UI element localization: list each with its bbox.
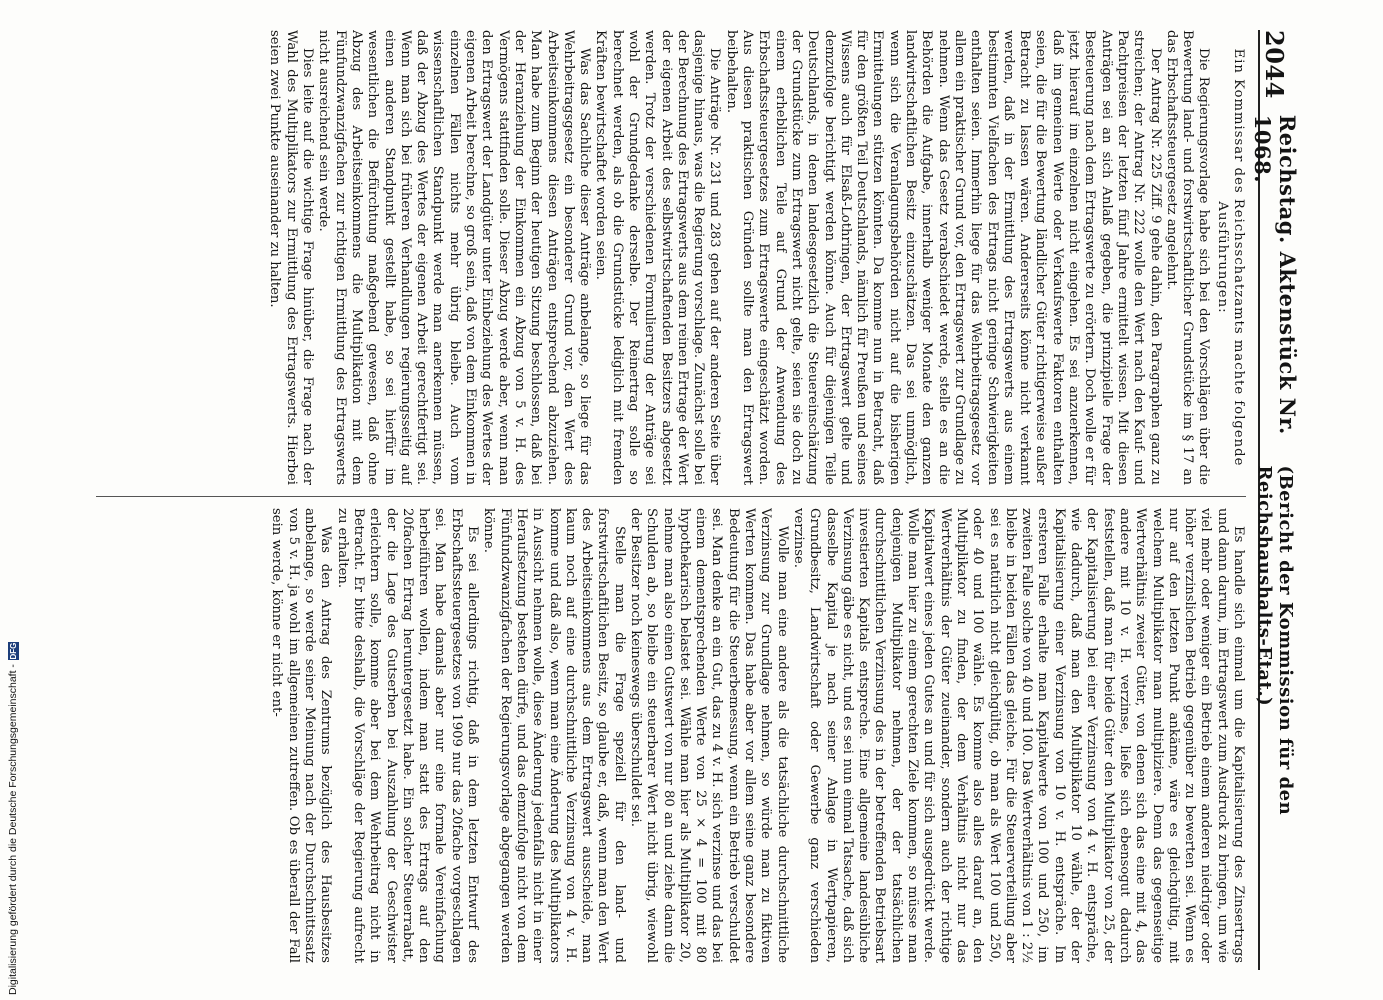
digitization-credit [6, 595, 20, 995]
page-number: 2044 [1260, 30, 1290, 99]
rotated-newspaper-sheet [90, 30, 1300, 970]
page-header [1250, 30, 1300, 970]
right-column [96, 508, 1246, 963]
page-subtitle: (Bericht der Kommission für den Reichshaushalts-Etat.) [1254, 465, 1296, 816]
paragraph: Die Anträge Nr. 231 und 283 gehen auf der anderen Seite über dasjenige hinaus, was die Regierung vorschlage. Zunächst solle bei der Berechnung des Ertragswerts aus dem reinen Ertrage der Wert der eigenen Arbeit des selbstwirtschaftenden Besitzers abgesetzt werden. Trotz der verschiedenen Formulierung der Anträge sei wohl der Grundgedanke derselbe. Der Reinertrag solle so berechnet werden, als ob die Grundstücke lediglich mit fremden Kräften bewirtschaftet worden seien. [593, 30, 723, 485]
paragraph: Dies leite auf die wichtige Frage hinüber, die Frage nach der Wahl des Multiplikators zur Ermittlung des Ertragswerts. Hierbei seien zwei Punkte auseinander zu halten. [267, 30, 316, 485]
paragraph: Es handle sich einmal um die Kapitalisierung des Zinsertrags und dann darum, im Ertragswert zum Ausdruck zu bringen, um wie viel mehr oder weniger ein Betrieb einem anderen niedriger oder höher verzinslichen Betrieb gegenüber zu bewerten sei. Wenn es nur auf den letzten Punkt ankäme, wäre es gleichgültig, mit welchem Multiplikator man multipliziere. Denn das gegenseitige Wertverhältnis zweier Güter, von denen sich das eine mit 4, das andere mit 10 v. H. verzinse, ließe sich ebensogut dadurch feststellen, daß man für beide Güter den Multiplikator von 25, der der Kapitalisierung bei einer Verzinsung von 4 v. H. entspräche, wie dadurch, daß man den Multiplikator 10 wähle, der der Kapitalisierung einer Verzinsung von 10 v. H. entspräche. Im ersteren Falle erhalte man Kapitalwerte von 100 und 250, im zweiten Falle solche von 40 und 100. Das Wertverhältnis von 1 : 2½ bleibe in beiden Fällen das gleiche. Für die Steuerverteilung aber sei es natürlich nicht gleichgültig, ob man als Wert 100 und 250, oder 40 und 100 wähle. Es komme also alles darauf an, den Multiplikator zu finden, der dem Verhältnis nicht nur das Wertverhältnis der Güter zueinander, sondern auch der richtige Kapitalwert eines jeden Gutes an und für sich ausgedrückt werde. Wolle man hier zu einem gerechten Ziele kommen, so müsse man denjenigen Multiplikator nehmen, der der tatsächlichen durchschnittlichen Verzinsung des in der betreffenden Betriebsart investierten Kapitals entspreche. Eine allgemeine landesübliche Verzinsung gäbe es nicht, und es sei nun einmal Tatsache, daß sich dasselbe Kapital je nach seiner Anlage in Wertpapieren, Grundbesitz, Landwirtschaft oder Gewerbe ganz verschieden verzinse. [790, 508, 1246, 963]
paragraph: Stelle man die Frage speziell für den land- und forstwirtschaftlichen Besitz, so glaube er, daß, wenn man den Wert des Arbeitseinkommens aus dem Ertragswert ausscheide, man kaum noch auf eine durchschnittliche Verzinsung von 4 v. H. komme und daß also, wenn man eine Änderung des Multiplikators in Aussicht nehmen wolle, diese Änderung jedenfalls nicht in einer Heraufsetzung bestehen dürfe, und das demzufolge nicht von dem Fünfundzwanzigfachen der Regierungsvorlage abgegangen werden könne. [481, 508, 627, 963]
paragraph: Die Regierungsvorlage habe sich bei den Vorschlägen über die Bewertung land- und forstwirtschaftlicher Grundstücke im § 17 an das Erbschaftssteuergesetz angelehnt. [1163, 30, 1212, 485]
column-divider [96, 496, 1246, 497]
left-column [96, 30, 1246, 485]
paragraph: Der Antrag Nr. 225 Ziff. 9 gehe dahin, den Paragraphen ganz zu streichen; der Antrag Nr. 222 wolle den Wert nach den Kauf- und Pachtpreisen der letzten fünf Jahre ermittelt wissen. Mit diesen Anträgen sei an sich Anlaß gegeben, die prinzipielle Frage der Besteuerung nach dem Ertragswerte zu erörtern. Doch wolle er für jetzt hierauf im einzelnen nicht eingehen. Es sei anzuerkennen, daß im gemeinen Werte oder Verkaufswerte Faktoren enthalten seien, die für die Bewertung ländlicher Güter richtigerweise außer Betracht zu lassen wären. Andererseits könne nicht verkannt werden, daß in der Ermittlung des Ertragswerts aus einem bestimmten Vielfachen des Ertrags nicht geringe Schwierigkeiten enthalten seien. Immerhin liege für das Wehrbeitragsgesetz vor allem ein praktischer Grund vor, den Ertragswert zur Grundlage zu nehmen. Wenn das Gesetz verabschiedet werde, stelle es an die Behörden die Aufgabe, innerhalb weniger Monate den ganzen landwirtschaftlichen Besitz einzuschätzen. Das sei unmöglich, wenn sich die Veranlagungsbehörden nicht auf die bisherigen Ermittelungen stützen könnten. Da komme nun in Betracht, daß für den größten Teil Deutschlands, nämlich für Preußen und seines Wissens auch für Elsaß-Lothringen, der Ertragswert gelte und demzufolge berichtigt werden könne. Auch für diejenigen Teile Deutschlands, in denen landesgesetzlich die Steuereinschätzung der Grundstücke zum Ertragswert nicht gelte, seien sie doch zu einem erheblichen Teile auf Grund der Anwendung des Erbschaftssteuergesetzes zum Ertragswerte eingeschätzt worden. Aus diesen praktischen Gründen sollte man den Ertragswert beibehalten. [723, 30, 1163, 485]
paragraph: Es sei allerdings richtig, daß in dem letzten Entwurf des Erbschaftssteuergesetzes von 1909 nur das 20fache vorgeschlagen sei. Man habe damals aber nur eine formale Vereinfachung herbeiführen wollen, indem man statt des Ertrags auf den 20fachen Ertrag heruntergesetzt habe. Ein solcher Steuerrabatt, der die Lage des Gutserben bei Auszahlung der Geschwister erleichtern solle, komme aber bei dem Wehrbeitrag nicht in Betracht. Er bitte deshalb, die Vorschläge der Regierung aufrecht zu erhalten. [334, 508, 481, 963]
paragraph: Was den Antrag des Zentrums bezüglich des Hausbesitzes anbelange, so werde seiner Meinung nach der Durchschnittssatz von 5 v. H. ja wohl im allgemeinen zutreffen. Ob es überall der Fall sein werde, könne er nicht ent- [269, 508, 334, 963]
credit-text: Digitalisierung gefördert durch die Deutsche Forschungsgemeinschaft - [7, 664, 19, 995]
paragraph: Was das Sachliche dieser Anträge anbelange, so liege für das Wehrbeitragsgesetz ein besonderer Grund vor, den Wert des Arbeitseinkommens diesen Anträgen entsprechend abzuziehen. Man habe zum Beginn der heutigen Sitzung beschlossen, daß bei der Heranziehung der Einkommen ein Abzug von 5 v. H. des Vermögens stattfinden solle. Dieser Abzug werde aber, wenn man den Ertragswert der Landgüter unter Einbeziehung des Wertes der eigenen Arbeit berechne, so groß sein, daß von dem Einkommen in einzelnen Fällen nichts mehr übrig bleibe. Auch vom wissenschaftlichen Standpunkt werde man anerkennen müssen, daß der Abzug des Wertes der eigenen Arbeit gerechtfertigt sei. Wenn man sich bei früheren Verhandlungen regierungsseitig auf einen anderen Standpunkt gestellt habe, so sei hierfür im wesentlichen die Befürchtung maßgebend gewesen, daß ohne Abzug des Arbeitseinkommens die Multiplikation mit dem Fünfundzwanzigfachen zur richtigen Ermittlung des Ertragswerts nicht ausreichend sein werde. [316, 30, 593, 485]
page-title: Reichstag. Aktenstück Nr. 1068. [1250, 114, 1300, 435]
paragraph: Wolle man eine andere als die tatsächliche durchschnittliche Verzinsung zur Grundlage nehmen, so würde man zu fiktiven Werten kommen. Das habe aber vor allem seine ganz besondere Bedeutung für die Steuerbemessung, wenn ein Betrieb verschuldet sei. Man denke an ein Gut, das zu 4 v. H. sich verzinse und das bei einem dementsprechenden Werte von 25 × 4 = 100 mit 80 hypothekarisch belastet sei. Wähle man hier als Multiplikator 20, nehme man also einen Gutswert von nur 80 an und ziehe dann die Schulden ab, so bleibe ein steuerbarer Wert nicht übrig, wiewohl der Besitzer noch keineswegs überschuldet sei. [628, 508, 790, 963]
column-heading: Ein Kommissar des Reichsschatzamts machte folgende Ausführungen: [1214, 48, 1246, 467]
dfg-logo-icon: DFG [8, 642, 18, 660]
